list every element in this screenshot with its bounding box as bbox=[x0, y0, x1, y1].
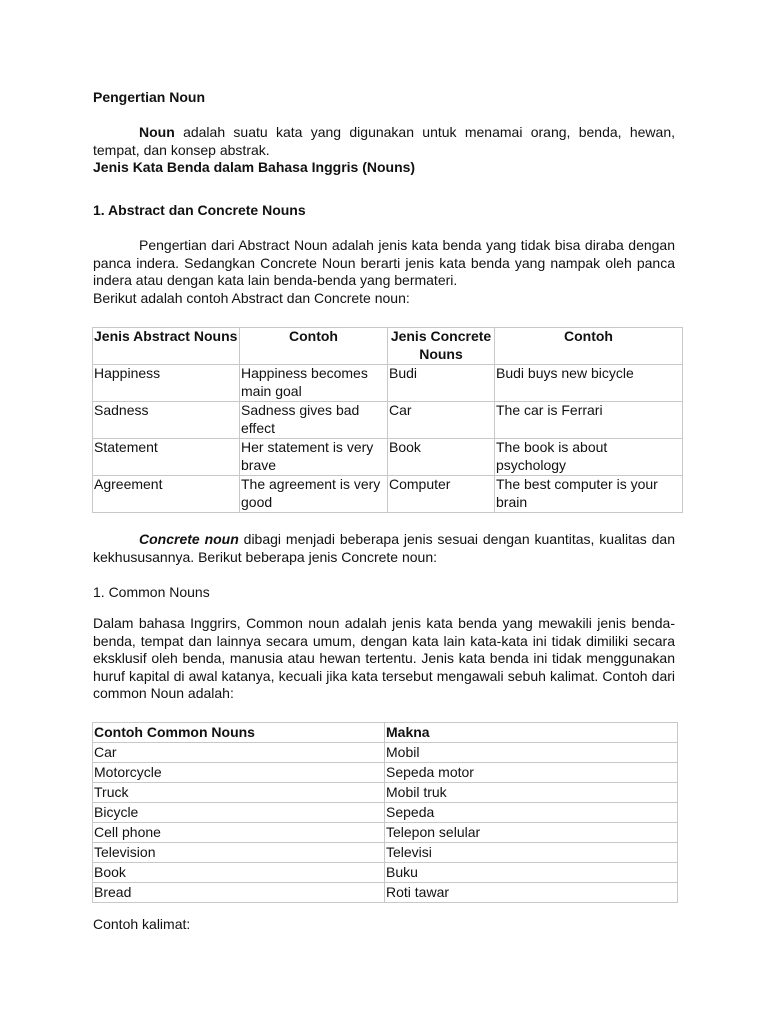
table-row bbox=[93, 823, 678, 843]
table-header-cell: Contoh bbox=[240, 328, 388, 365]
table-header-cell: Jenis Concrete Nouns bbox=[388, 328, 495, 365]
table-row bbox=[93, 843, 678, 863]
table-cell: Sepeda motor bbox=[385, 763, 678, 783]
common-nouns-heading: 1. Common Nouns bbox=[93, 584, 210, 600]
table-cell: Sadness bbox=[93, 402, 240, 439]
table-cell: Motorcycle bbox=[93, 763, 385, 783]
table-cell: Televisi bbox=[385, 843, 678, 863]
table-row bbox=[93, 763, 678, 783]
table-cell: The agreement is very good bbox=[240, 476, 388, 513]
example-label: Contoh kalimat: bbox=[93, 916, 191, 932]
table-header-cell: Makna bbox=[385, 723, 678, 743]
common-nouns-paragraph: Dalam bahasa Inggrirs, Common noun adalah jenis kata benda yang mewakili jenis benda-benda, tempat dan lainnya secara umum, dengan kata lain kata-kata ini tidak dimiliki secara eksklusif oleh benda, manusia atau hewan tertentu. Jenis kata benda ini tidak menggunakan huruf kapital di awal katanya, kecuali jika kata tersebut mengawali sebuh kalimat. Contoh dari common Noun adalah: bbox=[93, 615, 675, 701]
table-cell: Mobil bbox=[385, 743, 678, 763]
page-title: Pengertian Noun bbox=[93, 89, 206, 105]
abstract-concrete-table bbox=[92, 327, 683, 513]
table-cell: Telepon selular bbox=[385, 823, 678, 843]
table-header-cell: Jenis Abstract Nouns bbox=[93, 328, 240, 365]
table-row bbox=[93, 743, 678, 763]
noun-definition bbox=[93, 124, 675, 159]
table-cell: Budi bbox=[388, 365, 495, 402]
table-row bbox=[93, 883, 678, 903]
definition-term: Noun bbox=[139, 124, 175, 140]
table-cell: Bread bbox=[93, 883, 385, 903]
concrete-noun-text: dibagi menjadi beberapa jenis sesuai dengan kuantitas, kualitas dan kekhususannya. Berikut beberapa jenis Concrete noun: bbox=[93, 531, 676, 565]
table-cell: Happiness bbox=[93, 365, 240, 402]
table-cell: Book bbox=[388, 439, 495, 476]
table-row bbox=[93, 365, 683, 402]
table-cell: Her statement is very brave bbox=[240, 439, 388, 476]
table-row bbox=[93, 863, 678, 883]
abstract-concrete-paragraph: Pengertian dari Abstract Noun adalah jenis kata benda yang tidak bisa diraba dengan panca indera. Sedangkan Concrete Noun berarti jenis kata benda yang nampak oleh panca indera atau dengan kata lain benda-benda yang bermateri. bbox=[93, 237, 675, 288]
table-header-row bbox=[93, 328, 683, 365]
table-cell: Sepeda bbox=[385, 803, 678, 823]
table-header-cell: Contoh Common Nouns bbox=[93, 723, 385, 743]
common-nouns-table bbox=[92, 722, 678, 903]
table-row bbox=[93, 402, 683, 439]
concrete-noun-paragraph bbox=[93, 531, 675, 566]
table-row bbox=[93, 476, 683, 513]
table-header-row bbox=[93, 723, 678, 743]
table-cell: Book bbox=[93, 863, 385, 883]
table-cell: Roti tawar bbox=[385, 883, 678, 903]
table-cell: Sadness gives bad effect bbox=[240, 402, 388, 439]
table-cell: Bicycle bbox=[93, 803, 385, 823]
table-cell: Happiness becomes main goal bbox=[240, 365, 388, 402]
table-cell: Mobil truk bbox=[385, 783, 678, 803]
table-cell: Truck bbox=[93, 783, 385, 803]
table-cell: Car bbox=[388, 402, 495, 439]
table-row bbox=[93, 783, 678, 803]
table-row bbox=[93, 803, 678, 823]
table-cell: The car is Ferrari bbox=[495, 402, 683, 439]
table-cell: Television bbox=[93, 843, 385, 863]
table-cell: Cell phone bbox=[93, 823, 385, 843]
table-cell: Statement bbox=[93, 439, 240, 476]
table-1-intro: Berikut adalah contoh Abstract dan Concrete noun: bbox=[93, 290, 410, 306]
table-row bbox=[93, 439, 683, 476]
definition-text: adalah suatu kata yang digunakan untuk menamai orang, benda, hewan, tempat, dan konsep abstrak. bbox=[93, 124, 675, 158]
section-1-heading: 1. Abstract dan Concrete Nouns bbox=[93, 202, 306, 218]
table-cell: Computer bbox=[388, 476, 495, 513]
table-cell: Budi buys new bicycle bbox=[495, 365, 683, 402]
section-subtitle: Jenis Kata Benda dalam Bahasa Inggris (Nouns) bbox=[93, 159, 416, 175]
table-cell: Buku bbox=[385, 863, 678, 883]
table-header-cell: Contoh bbox=[495, 328, 683, 365]
table-cell: The best computer is your brain bbox=[495, 476, 683, 513]
table-cell: Agreement bbox=[93, 476, 240, 513]
table-cell: Car bbox=[93, 743, 385, 763]
table-cell: The book is about psychology bbox=[495, 439, 683, 476]
concrete-noun-term: Concrete noun bbox=[139, 531, 239, 547]
